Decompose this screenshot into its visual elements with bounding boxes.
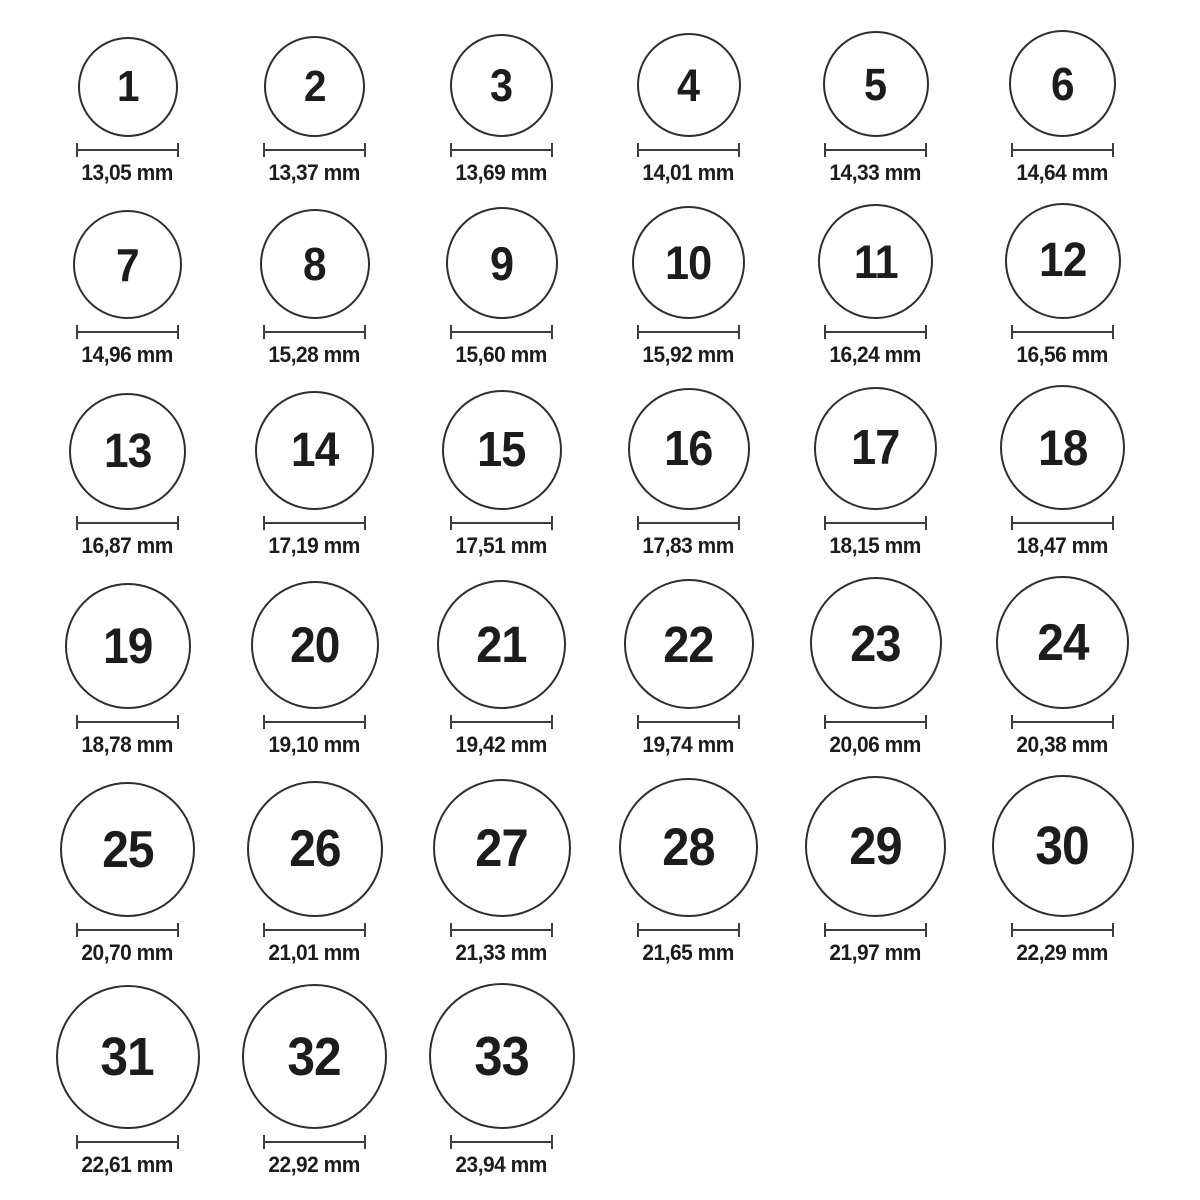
ring-size-number: 15 [477, 422, 526, 477]
diameter-label: 21,97 mm [829, 940, 922, 965]
ring-size-number: 9 [489, 236, 514, 290]
ring-circle [810, 577, 942, 709]
ring-size-item [595, 579, 782, 757]
ring-size-item [34, 37, 221, 185]
ring-circle [818, 204, 933, 319]
ring-size-number: 16 [664, 421, 713, 476]
diameter-measure-line [824, 325, 927, 339]
diameter-label: 17,51 mm [455, 533, 548, 558]
diameter-measure-line [263, 715, 366, 729]
diameter-measure-line [824, 143, 927, 157]
diameter-measure-line [76, 1135, 179, 1149]
ring-size-number: 8 [303, 238, 326, 290]
diameter-label: 15,28 mm [268, 342, 361, 367]
ring-size-number: 3 [490, 60, 513, 111]
ring-size-item [595, 33, 782, 185]
ring-circle [628, 388, 750, 510]
ring-size-number: 4 [677, 59, 700, 111]
ring-size-item [221, 984, 408, 1177]
ring-size-number: 11 [853, 235, 898, 288]
diameter-measure-line [263, 143, 366, 157]
ring-size-item [34, 583, 221, 757]
ring-size-item [408, 390, 595, 558]
diameter-measure-line [76, 516, 179, 530]
ring-size-item [221, 581, 408, 757]
ring-circle [1009, 30, 1116, 137]
ring-circle [1005, 203, 1121, 319]
ring-circle [255, 391, 374, 510]
ring-size-row [34, 775, 1200, 965]
diameter-measure-line [263, 923, 366, 937]
diameter-measure-line [1011, 516, 1114, 530]
diameter-measure-line [450, 516, 553, 530]
ring-size-number: 19 [102, 618, 153, 674]
ring-size-item [34, 393, 221, 558]
ring-size-number: 25 [101, 820, 154, 879]
diameter-measure-line [450, 715, 553, 729]
ring-size-item [969, 203, 1156, 367]
diameter-label: 21,65 mm [642, 940, 735, 965]
ring-circle [814, 387, 937, 510]
diameter-measure-line [76, 325, 179, 339]
diameter-label: 22,61 mm [81, 1152, 174, 1177]
diameter-measure-line [263, 1135, 366, 1149]
ring-size-number: 28 [662, 818, 715, 877]
ring-size-number: 26 [288, 820, 341, 878]
ring-size-number: 18 [1037, 419, 1088, 476]
ring-size-item [595, 778, 782, 965]
diameter-measure-line [263, 325, 366, 339]
diameter-label: 22,92 mm [268, 1152, 361, 1177]
ring-size-item [221, 209, 408, 367]
ring-size-item [221, 391, 408, 558]
ring-circle [442, 390, 562, 510]
ring-circle [247, 781, 383, 917]
diameter-measure-line [637, 143, 740, 157]
ring-size-item [34, 782, 221, 965]
ring-size-number: 10 [665, 236, 712, 289]
ring-size-number: 1 [116, 62, 139, 111]
diameter-label: 18,15 mm [829, 533, 922, 558]
ring-size-number: 22 [663, 615, 714, 673]
ring-size-row [34, 203, 1200, 367]
ring-size-row [34, 30, 1200, 185]
ring-size-number: 33 [474, 1024, 529, 1087]
ring-size-number: 12 [1038, 234, 1087, 287]
ring-circle [992, 775, 1134, 917]
ring-size-item [782, 776, 969, 965]
ring-circle [429, 983, 575, 1129]
diameter-measure-line [637, 516, 740, 530]
ring-circle [260, 209, 370, 319]
diameter-label: 15,60 mm [455, 342, 548, 367]
ring-size-item [34, 210, 221, 367]
diameter-label: 13,05 mm [81, 160, 174, 185]
diameter-label: 21,01 mm [268, 940, 361, 965]
diameter-label: 18,78 mm [81, 732, 174, 757]
ring-size-number: 29 [849, 817, 902, 876]
ring-circle [637, 33, 741, 137]
ring-size-item [782, 31, 969, 185]
ring-size-number: 31 [100, 1027, 155, 1087]
ring-circle [996, 576, 1129, 709]
ring-circle [264, 36, 365, 137]
ring-size-item [969, 576, 1156, 757]
ring-circle [69, 393, 186, 510]
diameter-measure-line [263, 516, 366, 530]
ring-size-item [408, 779, 595, 965]
diameter-measure-line [76, 923, 179, 937]
ring-circle [78, 37, 178, 137]
ring-size-number: 27 [475, 818, 528, 878]
ring-size-item [782, 577, 969, 757]
ring-size-number: 6 [1051, 57, 1074, 110]
ring-size-item [782, 204, 969, 367]
ring-size-item [595, 388, 782, 558]
diameter-label: 13,37 mm [268, 160, 361, 185]
ring-size-number: 30 [1035, 816, 1090, 876]
diameter-label: 14,33 mm [829, 160, 922, 185]
ring-size-number: 21 [476, 616, 527, 673]
diameter-measure-line [76, 143, 179, 157]
diameter-label: 13,69 mm [455, 160, 548, 185]
ring-size-item [408, 580, 595, 757]
ring-size-item [408, 207, 595, 367]
diameter-label: 19,74 mm [642, 732, 735, 757]
ring-circle [805, 776, 946, 917]
ring-circle [624, 579, 754, 709]
diameter-measure-line [824, 516, 927, 530]
ring-size-number: 14 [290, 423, 339, 477]
ring-size-number: 17 [851, 421, 900, 475]
diameter-label: 18,47 mm [1016, 533, 1109, 558]
ring-circle [433, 779, 571, 917]
diameter-measure-line [824, 923, 927, 937]
ring-circle [1000, 385, 1125, 510]
diameter-label: 14,01 mm [642, 160, 735, 185]
ring-size-item [969, 775, 1156, 965]
diameter-measure-line [450, 325, 553, 339]
diameter-label: 16,24 mm [829, 342, 922, 367]
ring-circle [619, 778, 758, 917]
diameter-measure-line [637, 923, 740, 937]
ring-size-row [34, 385, 1200, 558]
ring-size-number: 2 [303, 61, 326, 111]
diameter-label: 15,92 mm [642, 342, 735, 367]
ring-size-number: 13 [103, 424, 152, 478]
ring-size-item [782, 387, 969, 558]
ring-size-item [34, 985, 221, 1177]
diameter-measure-line [1011, 923, 1114, 937]
ring-size-item [221, 36, 408, 185]
ring-size-number: 24 [1036, 613, 1089, 672]
ring-size-row [34, 576, 1200, 757]
ring-circle [632, 206, 745, 319]
ring-circle [60, 782, 195, 917]
diameter-label: 17,83 mm [642, 533, 735, 558]
ring-size-number: 23 [850, 614, 901, 672]
diameter-label: 17,19 mm [268, 533, 361, 558]
ring-size-item [221, 781, 408, 965]
diameter-label: 20,38 mm [1016, 732, 1109, 757]
diameter-measure-line [450, 923, 553, 937]
diameter-label: 22,29 mm [1016, 940, 1109, 965]
diameter-label: 16,56 mm [1016, 342, 1109, 367]
diameter-measure-line [824, 715, 927, 729]
ring-size-item [969, 30, 1156, 185]
ring-size-item [408, 983, 595, 1177]
diameter-measure-line [637, 715, 740, 729]
ring-circle [251, 581, 379, 709]
ring-circle [73, 210, 182, 319]
diameter-label: 14,64 mm [1016, 160, 1109, 185]
diameter-label: 20,06 mm [829, 732, 922, 757]
ring-circle [446, 207, 558, 319]
diameter-measure-line [450, 1135, 553, 1149]
diameter-label: 21,33 mm [455, 940, 548, 965]
diameter-label: 23,94 mm [455, 1152, 548, 1177]
diameter-measure-line [1011, 325, 1114, 339]
diameter-label: 19,10 mm [268, 732, 361, 757]
ring-size-number: 32 [287, 1026, 342, 1087]
diameter-label: 14,96 mm [81, 342, 174, 367]
ring-circle [437, 580, 566, 709]
ring-circle [242, 984, 387, 1129]
ring-size-item [408, 34, 595, 185]
diameter-label: 19,42 mm [455, 732, 548, 757]
diameter-measure-line [637, 325, 740, 339]
diameter-label: 20,70 mm [81, 940, 174, 965]
ring-size-number: 7 [116, 238, 139, 291]
ring-size-number: 20 [289, 617, 340, 673]
diameter-label: 16,87 mm [81, 533, 174, 558]
ring-size-row [34, 983, 1200, 1177]
ring-circle [450, 34, 553, 137]
diameter-measure-line [1011, 143, 1114, 157]
ring-size-item [969, 385, 1156, 558]
ring-size-item [595, 206, 782, 367]
ring-circle [823, 31, 929, 137]
diameter-measure-line [76, 715, 179, 729]
diameter-measure-line [450, 143, 553, 157]
diameter-measure-line [1011, 715, 1114, 729]
ring-circle [56, 985, 200, 1129]
ring-circle [65, 583, 191, 709]
ring-size-number: 5 [864, 58, 887, 110]
